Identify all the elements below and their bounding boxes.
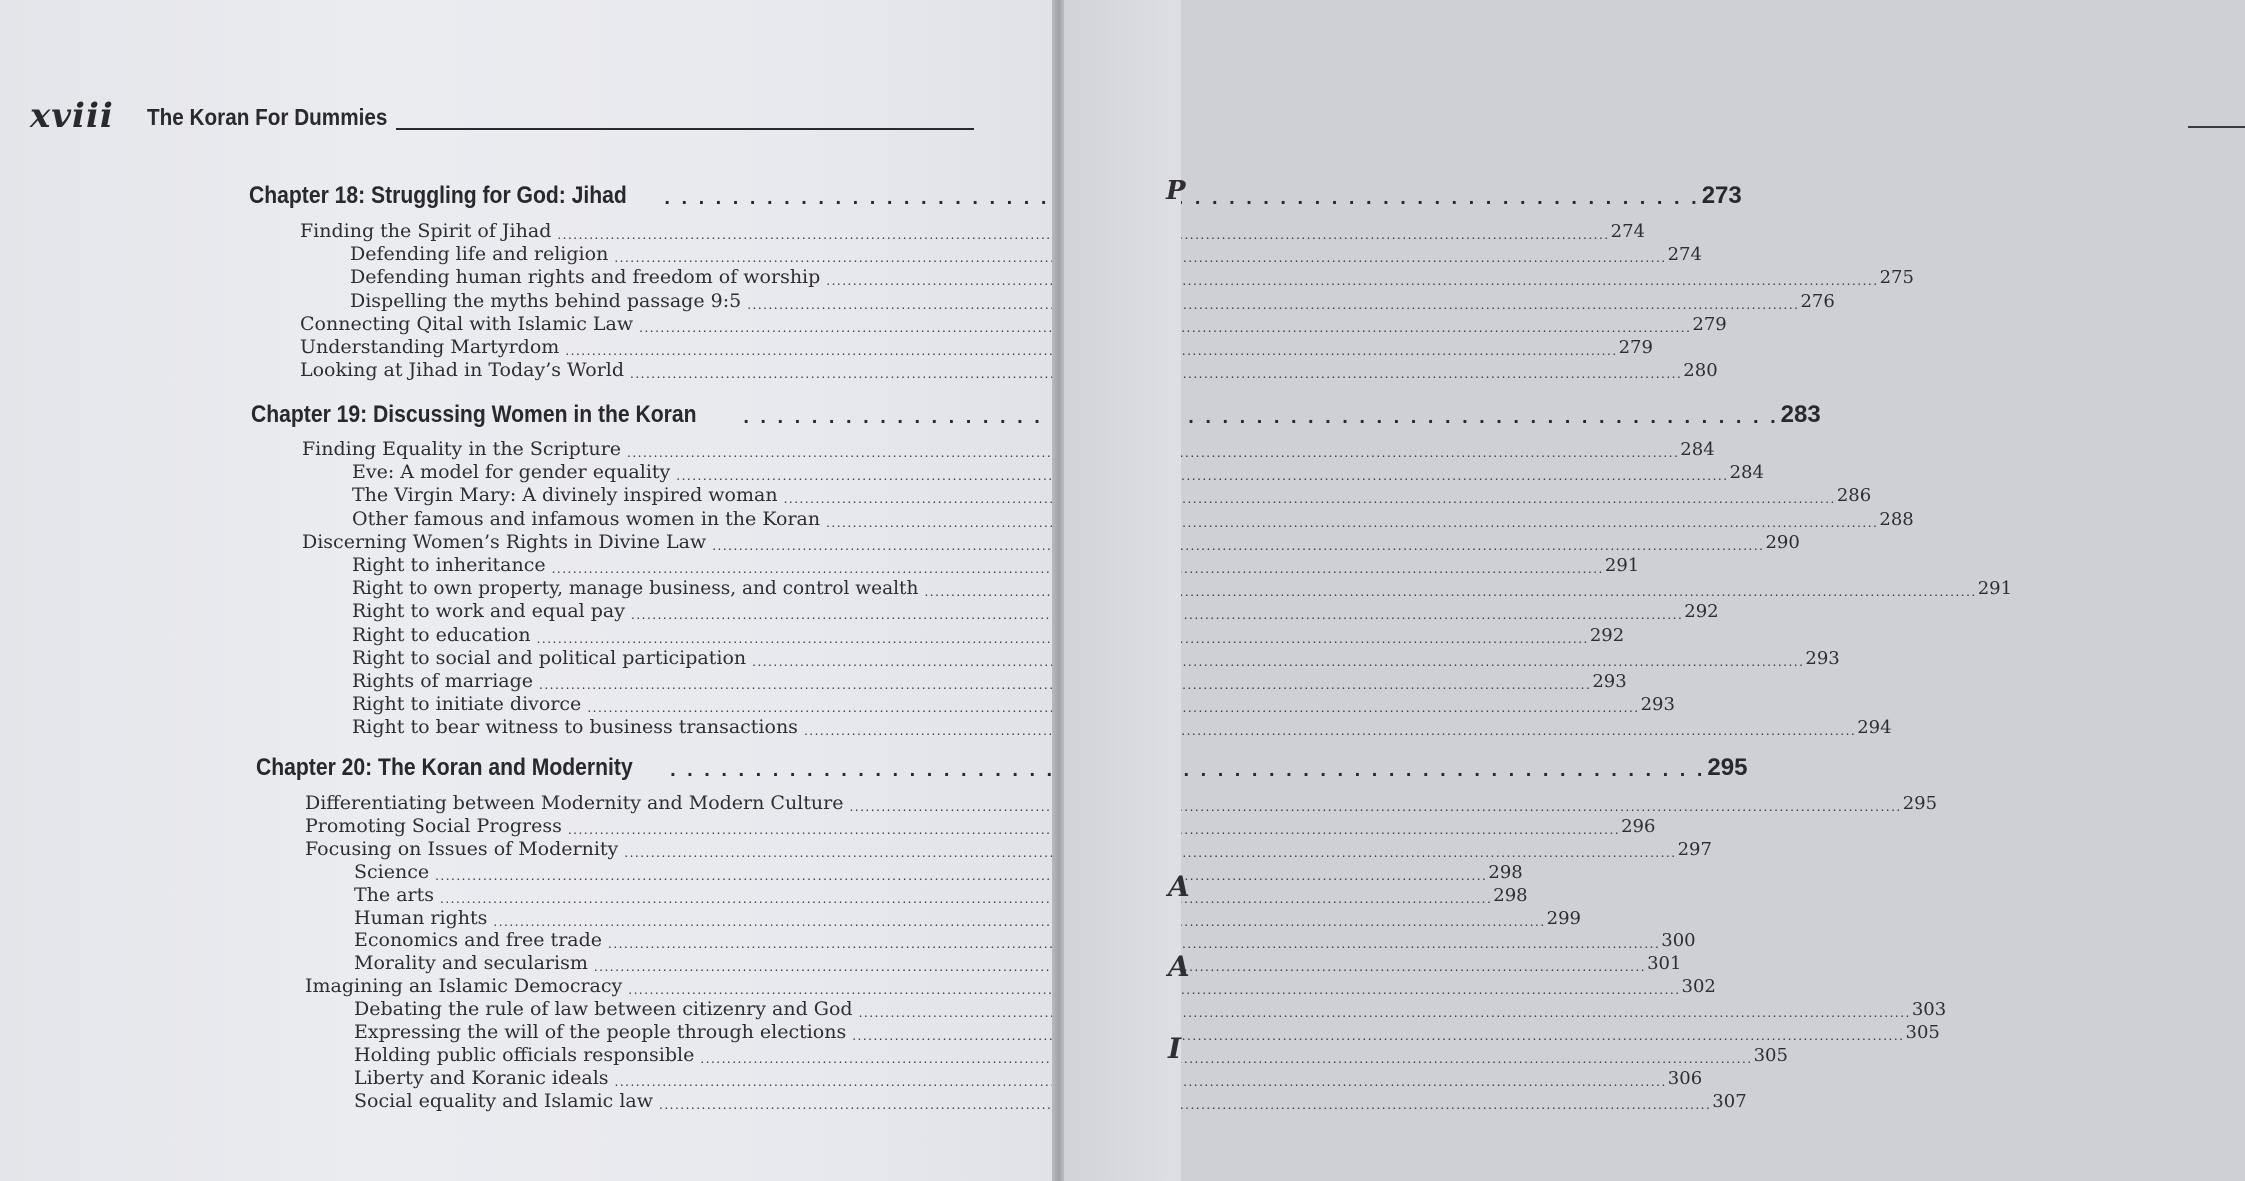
- toc-subsection-entry: [352, 574, 2013, 600]
- entry-title: Finding the Spirit of Jihad: [300, 220, 552, 242]
- entry-page-number: 297: [1677, 838, 1712, 860]
- dot-leader: [849, 801, 1901, 813]
- entry-page-number: 305: [1905, 1022, 1940, 1043]
- entry-page-number: 274: [1610, 221, 1645, 242]
- entry-title: Finding Equality in the Scripture: [302, 438, 622, 460]
- entry-page-number: 276: [1800, 290, 1835, 312]
- entry-title: Imagining an Islamic Democracy: [305, 975, 623, 998]
- toc-subsection-entry: [350, 287, 1835, 312]
- dot-leader: [826, 275, 1878, 287]
- entry-page-number: 293: [1805, 647, 1840, 669]
- facing-page-fragment: A: [1168, 950, 1190, 983]
- chapter-title: Chapter 20: The Koran and Modernity: [256, 754, 633, 781]
- entry-page-number: 291: [1604, 555, 1640, 576]
- entry-page-number: 292: [1589, 624, 1625, 646]
- chapter-page-number: 283: [1780, 401, 1821, 428]
- header-rule: [396, 128, 974, 130]
- entry-page-number: 294: [1857, 717, 1892, 739]
- entry-title: Understanding Martyrdom: [300, 336, 560, 358]
- entry-page-number: 302: [1681, 976, 1716, 998]
- entry-title: Human rights: [354, 906, 488, 929]
- toc-section-entry: [305, 812, 1656, 837]
- facing-page-fragment: I: [1168, 1032, 1182, 1065]
- entry-title: Expressing the will of the people through elections: [354, 1021, 847, 1043]
- book-page-right: [1064, 0, 1190, 1181]
- page-folio: xviii: [30, 96, 114, 136]
- entry-page-number: 296: [1621, 815, 1656, 837]
- toc-subsection-entry: [352, 690, 1675, 716]
- entry-title: Other famous and infamous women in the Koran: [352, 507, 821, 530]
- toc-subsection-entry: [352, 621, 1625, 646]
- entry-title: Debating the rule of law between citizenry and God: [354, 998, 853, 1021]
- toc-subsection-entry: [354, 858, 1523, 883]
- entry-page-number: 300: [1661, 930, 1696, 952]
- toc-subsection-entry: [354, 881, 1528, 906]
- entry-title: The arts: [354, 883, 434, 906]
- entry-title: Promoting Social Progress: [305, 814, 562, 837]
- entry-title: Defending human rights and freedom of worship: [350, 266, 821, 289]
- entry-page-number: 298: [1488, 861, 1523, 883]
- entry-title: Morality and secularism: [354, 952, 588, 975]
- toc-subsection-entry: [354, 1041, 1788, 1066]
- chapter-heading: [249, 178, 1742, 210]
- entry-title: Differentiating between Modernity and Modern Culture: [305, 792, 844, 814]
- facing-page-fragment: A: [1168, 870, 1190, 903]
- entry-title: Rights of marriage: [352, 670, 534, 692]
- toc-subsection-entry: [352, 505, 1914, 530]
- entry-title: Right to initiate divorce: [352, 693, 582, 716]
- running-head: [30, 96, 975, 136]
- toc-subsection-entry: [352, 481, 1872, 507]
- toc-section-entry: [305, 789, 1938, 814]
- toc-subsection-entry: [352, 458, 1764, 484]
- dot-leader: [712, 540, 1764, 552]
- chapter-page-number: 295: [1707, 754, 1748, 781]
- toc-subsection-entry: [352, 597, 1719, 623]
- toc-section-entry: [300, 333, 1653, 358]
- entry-page-number: 301: [1647, 953, 1682, 975]
- entry-page-number: 279: [1692, 313, 1727, 335]
- book-title: The Koran For Dummies: [147, 104, 388, 130]
- entry-page-number: 290: [1765, 531, 1800, 553]
- entry-title: Looking at Jihad in Today’s World: [300, 359, 625, 382]
- entry-title: Right to inheritance: [352, 554, 546, 576]
- toc-subsection-entry: [352, 644, 1840, 669]
- dot-leader: [676, 470, 1728, 482]
- entry-page-number: 298: [1493, 884, 1528, 906]
- dot-leader: [747, 299, 1799, 311]
- facing-page-fragment: P: [1166, 176, 1186, 206]
- toc-subsection-entry: [354, 1087, 1747, 1112]
- entry-title: Right to work and equal pay: [352, 600, 625, 623]
- entry-title: The Virgin Mary: A divinely inspired woman: [352, 484, 778, 507]
- entry-title: Right to education: [352, 623, 531, 646]
- entry-title: Right to own property, manage business, and control wealth: [352, 577, 919, 600]
- entry-page-number: 286: [1836, 485, 1872, 507]
- toc-subsection-entry: [352, 551, 1640, 576]
- toc-subsection-entry: [352, 713, 1892, 739]
- facing-page-rule: [2188, 126, 2245, 128]
- dot-leader: [859, 1007, 1911, 1019]
- entry-title: Right to bear witness to business transactions: [352, 716, 798, 739]
- entry-page-number: 291: [1977, 578, 2013, 600]
- entry-title: Defending life and religion: [350, 243, 609, 266]
- entry-page-number: 279: [1618, 337, 1653, 358]
- entry-title: Liberty and Koranic ideals: [354, 1066, 609, 1089]
- chapter-title: Chapter 18: Struggling for God: Jihad: [249, 182, 627, 209]
- entry-page-number: 303: [1911, 999, 1947, 1021]
- dot-leader: [743, 406, 1778, 429]
- entry-page-number: 306: [1667, 1067, 1703, 1089]
- entry-title: Focusing on Issues of Modernity: [305, 837, 619, 860]
- toc-subsection-entry: [354, 1018, 1940, 1043]
- entry-page-number: 275: [1879, 267, 1914, 289]
- toc-section-entry: [305, 972, 1716, 998]
- entry-title: Dispelling the myths behind passage 9:5: [350, 289, 742, 312]
- dot-leader: [852, 1030, 1904, 1042]
- dot-leader: [784, 493, 1836, 505]
- toc-section-entry: [302, 528, 1800, 553]
- toc-subsection-entry: [354, 949, 1682, 975]
- entry-page-number: 293: [1640, 694, 1675, 716]
- toc-subsection-entry: [350, 240, 1702, 266]
- entry-page-number: 295: [1902, 793, 1938, 814]
- toc-section-entry: [305, 835, 1712, 860]
- dot-leader: [670, 759, 1705, 782]
- chapter-heading: [251, 397, 1821, 429]
- toc-subsection-entry: [354, 904, 1581, 929]
- entry-page-number: 307: [1712, 1090, 1747, 1112]
- entry-page-number: 274: [1667, 244, 1702, 266]
- entry-title: Connecting Qital with Islamic Law: [300, 312, 634, 335]
- entry-title: Eve: A model for gender equality: [352, 461, 671, 484]
- dot-leader: [804, 725, 1856, 737]
- entry-page-number: 305: [1753, 1044, 1788, 1066]
- toc-section-entry: [300, 356, 1718, 382]
- chapter-heading: [256, 750, 1748, 782]
- toc-section-entry: [300, 217, 1645, 242]
- entry-page-number: 299: [1546, 907, 1581, 929]
- toc-section-entry: [302, 435, 1715, 460]
- entry-title: Social equality and Islamic law: [354, 1089, 654, 1112]
- entry-page-number: 284: [1680, 439, 1715, 460]
- toc-subsection-entry: [354, 926, 1696, 952]
- dot-leader: [659, 1099, 1711, 1111]
- entry-title: Holding public officials responsible: [354, 1043, 695, 1066]
- dot-leader: [826, 517, 1878, 529]
- toc-subsection-entry: [352, 667, 1627, 692]
- toc-subsection-entry: [354, 1064, 1703, 1089]
- entry-title: Economics and free trade: [354, 929, 603, 952]
- chapter-title: Chapter 19: Discussing Women in the Koran: [251, 401, 697, 428]
- entry-page-number: 288: [1879, 508, 1914, 530]
- entry-page-number: 284: [1729, 462, 1764, 484]
- entry-page-number: 280: [1683, 360, 1718, 382]
- entry-title: Discerning Women’s Rights in Divine Law: [302, 530, 707, 553]
- entry-page-number: 292: [1684, 601, 1719, 623]
- entry-title: Science: [354, 860, 430, 883]
- chapter-page-number: 273: [1701, 182, 1742, 209]
- toc-subsection-entry: [350, 263, 1914, 289]
- entry-page-number: 293: [1592, 671, 1627, 692]
- entry-title: Right to social and political participation: [352, 646, 747, 669]
- toc-section-entry: [300, 310, 1727, 335]
- toc-subsection-entry: [354, 995, 1947, 1021]
- dot-leader: [752, 656, 1804, 668]
